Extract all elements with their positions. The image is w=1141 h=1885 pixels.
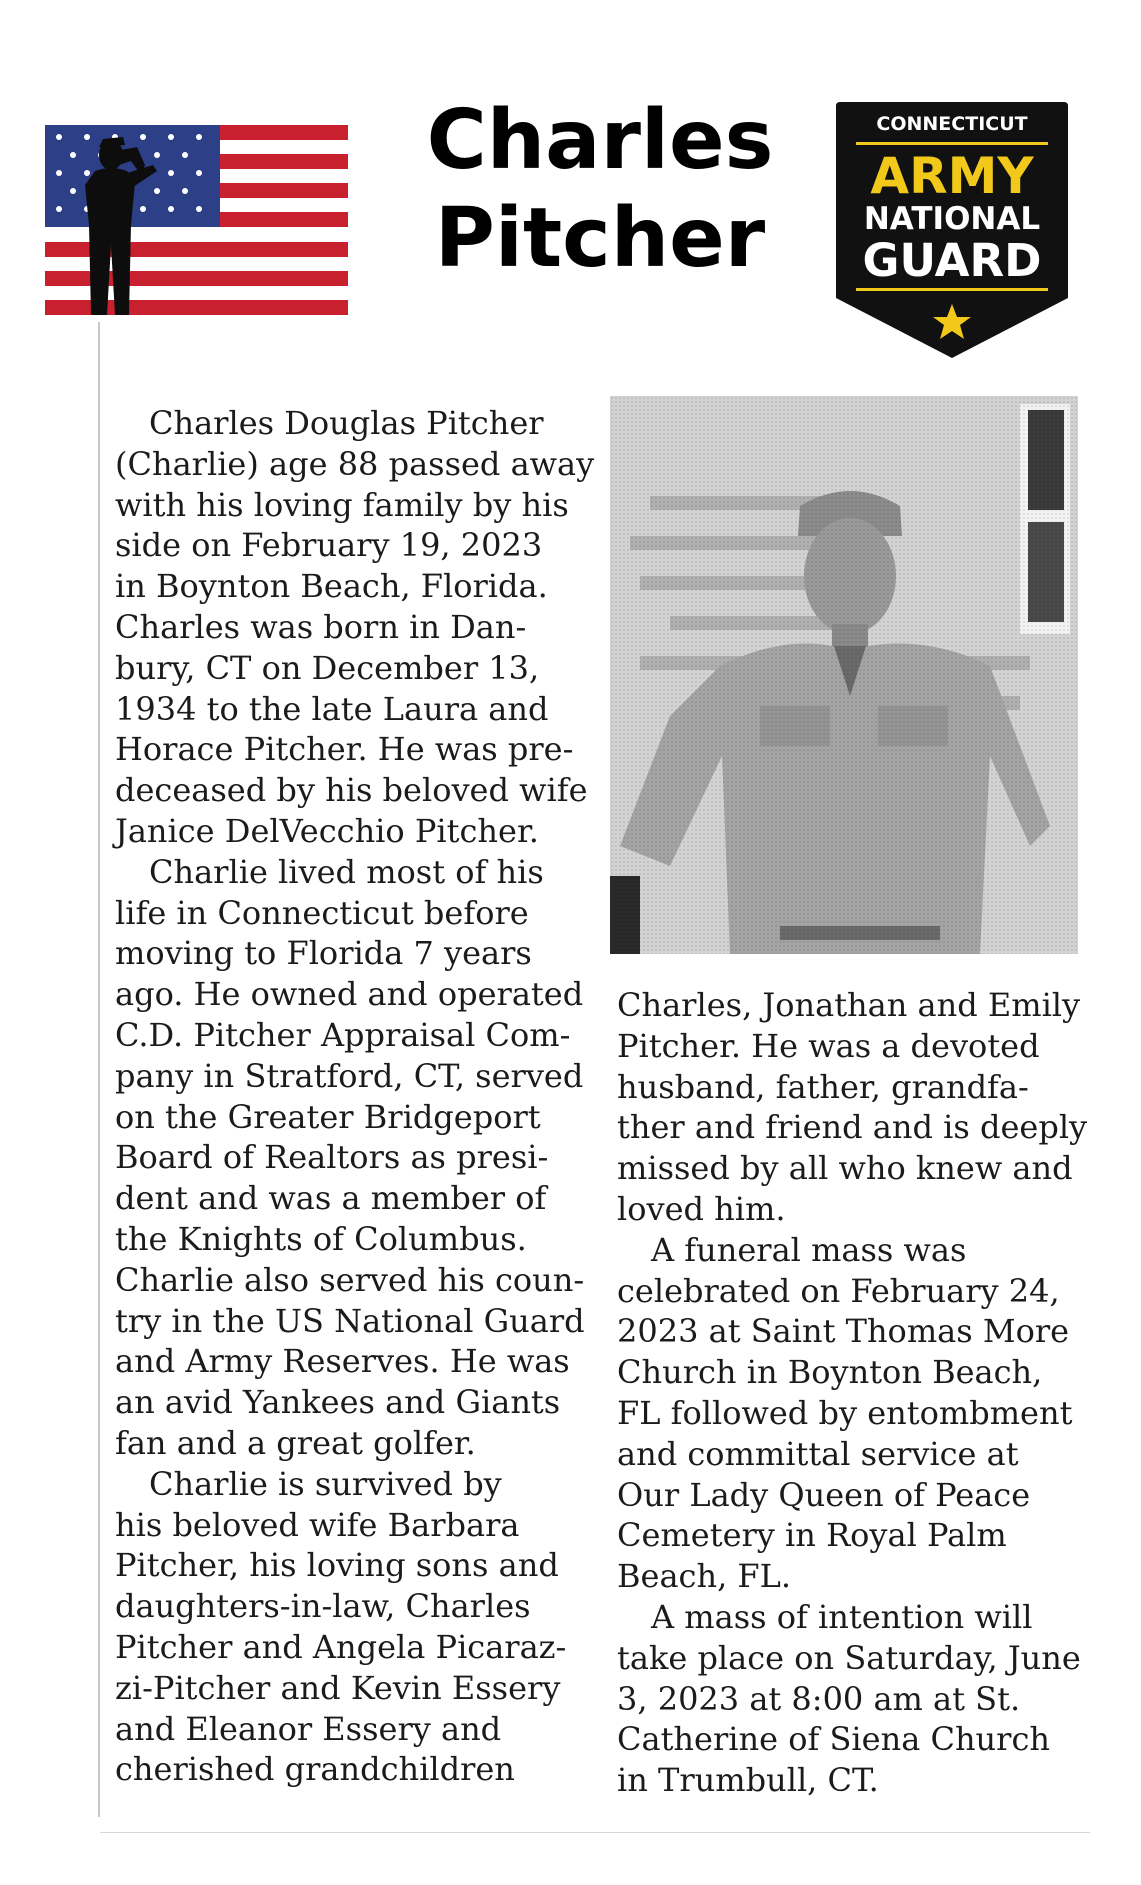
text-line: celebrated on February 24,: [617, 1271, 1060, 1310]
text-line: and Army Reserves. He was: [115, 1342, 570, 1381]
text-line: zi-Pitcher and Kevin Essery: [115, 1668, 561, 1707]
text-line: his beloved wife Barbara: [115, 1505, 520, 1544]
text-line: Cemetery in Royal Palm: [617, 1516, 1007, 1555]
text-line: Beach, FL.: [617, 1557, 792, 1596]
text-line: 3, 2023 at 8:00 am at St.: [617, 1679, 1021, 1718]
text-line: Charles Douglas Pitcher: [149, 404, 544, 442]
text-line: Charles, Jonathan and Emily: [617, 986, 1081, 1024]
text-line: FL followed by entombment: [617, 1393, 1073, 1432]
text-line: try in the US National Guard: [115, 1301, 585, 1340]
text-line: with his loving family by his: [115, 485, 569, 524]
text-line: Charlie is survived by: [149, 1464, 502, 1503]
text-line: on the Greater Bridgeport: [115, 1097, 541, 1136]
badge-state-text: CONNECTICUT: [876, 113, 1028, 135]
paragraph: [115, 403, 595, 852]
text-line: Church in Boynton Beach,: [617, 1353, 1043, 1392]
badge-gold-rule-top: [856, 142, 1048, 145]
text-line: and Eleanor Essery and: [115, 1709, 502, 1748]
text-line: daughters-in-law, Charles: [115, 1587, 531, 1626]
obituary-right-column: [617, 985, 1087, 1801]
text-line: Charlie lived most of his: [149, 852, 544, 891]
paragraph: [617, 1597, 1087, 1801]
text-line: in Boynton Beach, Florida.: [115, 567, 548, 606]
text-line: deceased by his beloved wife: [115, 771, 588, 810]
badge-gold-rule-bottom: [856, 288, 1048, 291]
text-line: cherished grandchildren: [115, 1750, 515, 1789]
badge-army-text: ARMY: [870, 147, 1034, 205]
text-line: an avid Yankees and Giants: [115, 1383, 561, 1422]
badge-guard-text: GUARD: [862, 234, 1042, 287]
text-line: bury, CT on December 13,: [115, 648, 540, 687]
text-line: Pitcher and Angela Picaraz-: [115, 1627, 567, 1666]
left-margin-rule: [98, 322, 100, 1817]
text-line: Charles was born in Dan-: [115, 607, 527, 646]
text-line: in Trumbull, CT.: [617, 1761, 879, 1800]
text-line: dent and was a member of: [115, 1179, 547, 1218]
text-line: Board of Realtors as presi-: [115, 1138, 549, 1177]
text-line: the Knights of Columbus.: [115, 1219, 527, 1258]
text-line: C.D. Pitcher Appraisal Com-: [115, 1015, 571, 1054]
text-line: take place on Saturday, June: [617, 1638, 1081, 1677]
paragraph: [617, 985, 1087, 1230]
text-line: 2023 at Saint Thomas More: [617, 1312, 1070, 1351]
text-line: Pitcher. He was a devoted: [617, 1026, 1040, 1065]
text-line: moving to Florida 7 years: [115, 934, 532, 973]
title-first-name: Charles: [426, 93, 774, 188]
text-line: Horace Pitcher. He was pre-: [115, 730, 574, 769]
text-line: (Charlie) age 88 passed away: [115, 444, 595, 483]
obituary-left-column: [115, 403, 595, 1790]
text-line: Charlie also served his coun-: [115, 1260, 585, 1299]
text-line: pany in Stratford, CT, served: [115, 1056, 584, 1095]
text-line: ago. He owned and operated: [115, 975, 584, 1014]
soldier-portrait-photo: [610, 396, 1078, 954]
text-line: Catherine of Siena Church: [617, 1720, 1050, 1759]
text-line: Janice DelVecchio Pitcher.: [115, 811, 539, 850]
text-line: fan and a great golfer.: [115, 1423, 476, 1462]
text-line: 1934 to the late Laura and: [115, 689, 549, 728]
text-line: A funeral mass was: [651, 1230, 967, 1269]
text-line: life in Connecticut before: [115, 893, 529, 932]
title-last-name: Pitcher: [434, 191, 766, 286]
text-line: husband, father, grandfa-: [617, 1067, 1029, 1106]
bottom-rule: [100, 1832, 1090, 1833]
paragraph: [115, 852, 590, 1464]
text-line: A mass of intention will: [651, 1597, 1033, 1636]
paragraph: [115, 1464, 590, 1790]
army-national-guard-badge: [836, 102, 1068, 360]
paragraph: [617, 1230, 1087, 1597]
text-line: Our Lady Queen of Peace: [617, 1475, 1031, 1514]
saluting-soldier-flag-icon: [45, 125, 348, 315]
badge-national-text: NATIONAL: [863, 201, 1041, 237]
text-line: side on February 19, 2023: [115, 526, 543, 565]
text-line: and committal service at: [617, 1434, 1019, 1473]
page-title: [410, 92, 790, 288]
text-line: loved him.: [617, 1189, 786, 1228]
text-line: ther and friend and is deeply: [617, 1108, 1088, 1147]
text-line: missed by all who knew and: [617, 1149, 1073, 1188]
text-line: Pitcher, his loving sons and: [115, 1546, 559, 1585]
